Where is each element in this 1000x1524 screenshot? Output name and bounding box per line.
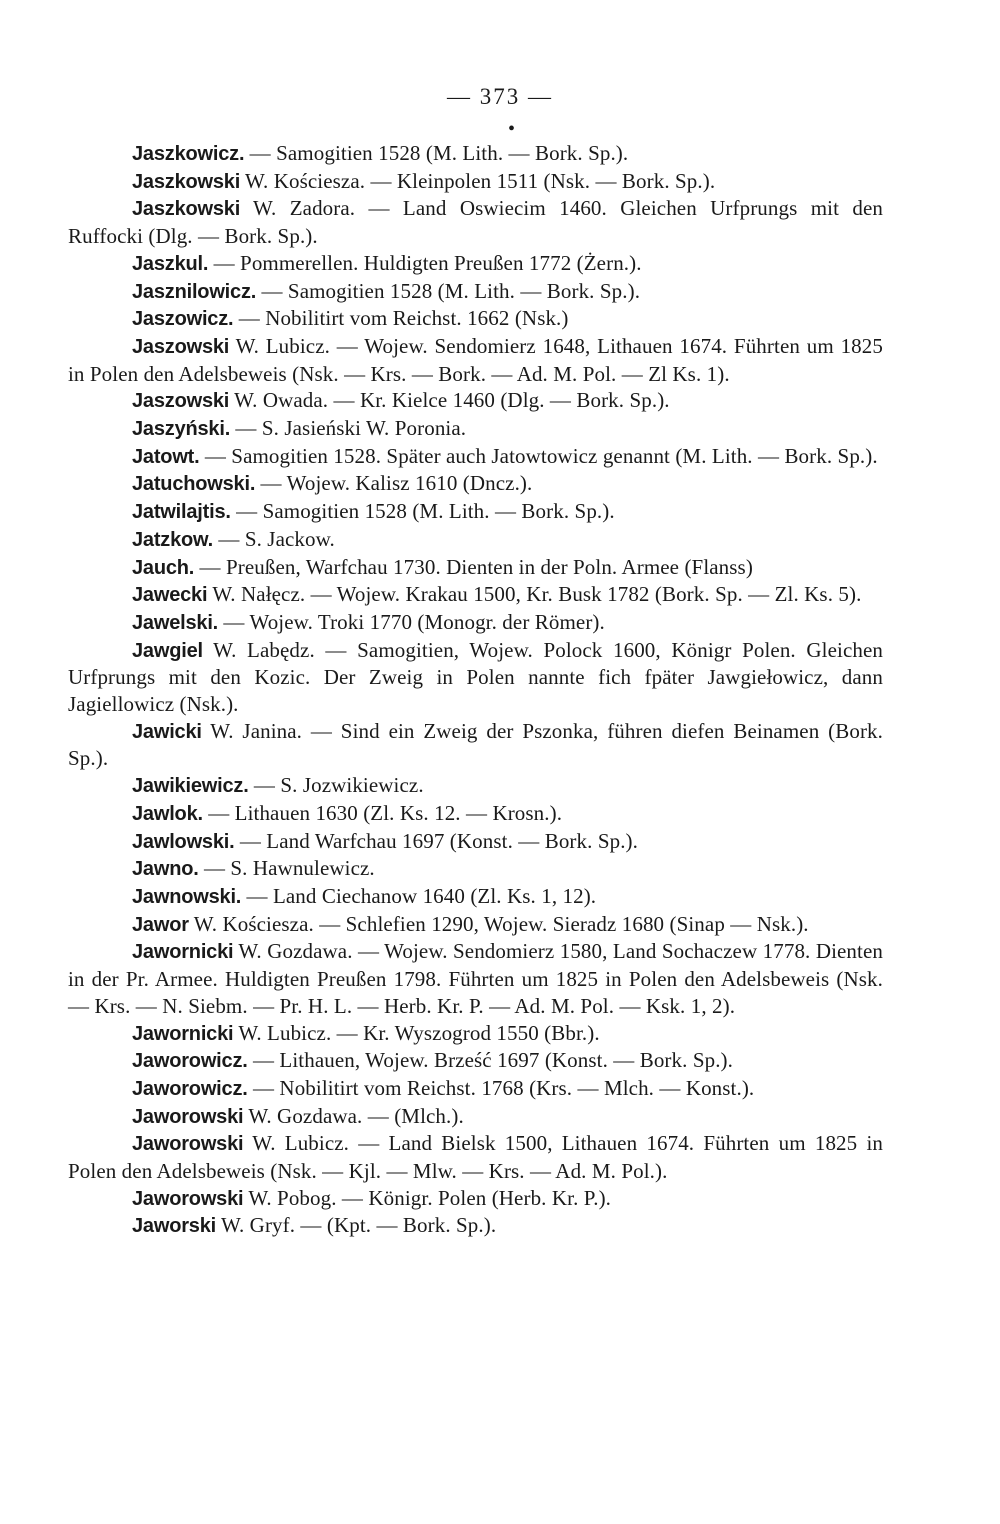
entry xyxy=(68,1047,883,1075)
entry-text: — Land Ciechanow 1640 (Zl. Ks. 1, 12). xyxy=(241,883,597,908)
entry xyxy=(68,470,883,498)
entry xyxy=(68,911,883,939)
entry-name: Jawno. xyxy=(132,858,199,881)
entry-text: W. Pobog. — Königr. Polen (Herb. Kr. P.). xyxy=(243,1185,612,1210)
entry xyxy=(68,938,883,1019)
entry-name: Jatowt. xyxy=(132,445,200,468)
entry xyxy=(68,1212,883,1240)
entry-name: Jaszowicz. xyxy=(132,308,234,331)
entry xyxy=(68,333,883,387)
entry-text: — S. Hawnulewicz. xyxy=(198,856,375,881)
entry-name: Jawecki xyxy=(132,584,208,607)
entry-text: W. Kościesza. — Kleinpolen 1511 (Nsk. — Bork. Sp.). xyxy=(240,168,716,193)
entry xyxy=(68,883,883,911)
entry xyxy=(68,1020,883,1048)
entry-text: — Pommerellen. Huldigten Preußen 1772 (Żern.). xyxy=(208,250,642,275)
entry-text: — Lithauen, Wojew. Brześć 1697 (Konst. — Bork. Sp.). xyxy=(247,1048,734,1073)
page-number: — 373 — xyxy=(447,84,553,109)
entry-name: Jawnowski. xyxy=(132,885,242,908)
entry xyxy=(68,1185,883,1213)
entry-name: Jauch. xyxy=(132,556,195,579)
entry-text: — Wojew. Kalisz 1610 (Dncz.). xyxy=(255,471,533,496)
entry-text: W. Lubicz. — Kr. Wyszogrod 1550 (Bbr.). xyxy=(233,1020,600,1045)
entry xyxy=(68,387,883,415)
entry-name: Jaszkul. xyxy=(132,252,209,275)
entry xyxy=(68,250,883,278)
entry xyxy=(68,581,883,609)
entry-name: Jaszkowicz. xyxy=(132,143,245,165)
entry-name: Jawikiewicz. xyxy=(132,775,249,798)
entry xyxy=(68,140,883,168)
entry xyxy=(68,168,883,196)
entry-text: — Nobilitirt vom Reichst. 1768 (Krs. — Mlch. — Konst.). xyxy=(247,1075,755,1100)
entry xyxy=(68,609,883,637)
entry-name: Jawornicki xyxy=(132,1022,234,1045)
entry xyxy=(68,498,883,526)
entry-name: Jatzkow. xyxy=(132,528,214,551)
entry-text: W. Gryf. — (Kpt. — Bork. Sp.). xyxy=(216,1213,497,1238)
entry-text: W. Janina. — Sind ein Zweig der Pszonka, führen diefen Beinamen (Bork. Sp.). xyxy=(68,718,883,771)
entry-text: W. Zadora. — Land Oswiecim 1460. Gleichen Urfprungs mit den Ruffocki (Dlg. — Bork. Sp.). xyxy=(68,196,883,249)
entry xyxy=(68,855,883,883)
entry-text: W. Lubicz. — Land Bielsk 1500, Lithauen 1674. Führten um 1825 in Polen den Adelsbeweis (Nsk. — Kjl. — Mlw. — Krs. — Ad. M. Pol.). xyxy=(68,1131,883,1184)
entry-text: — Nobilitirt vom Reichst. 1662 (Nsk.) xyxy=(233,306,569,331)
entry-name: Jawelski. xyxy=(132,611,219,634)
entry xyxy=(68,772,883,800)
entry xyxy=(68,1075,883,1103)
entry-text: — Samogitien 1528 (M. Lith. — Bork. Sp.). xyxy=(256,278,641,303)
entry-text: W. Labędz. — Samogitien, Wojew. Polock 1600, Königr Polen. Gleichen Urfprungs mit den Kozic. Der Zweig in Polen nannte fich fpäter Jawgiełowicz, dann Jagiellowicz (Nsk.). xyxy=(68,637,883,717)
entry-name: Jawgiel xyxy=(132,639,203,662)
entry xyxy=(68,526,883,554)
entry xyxy=(68,828,883,856)
entry-text: W. Lubicz. — Wojew. Sendomierz 1648, Lithauen 1674. Führten um 1825 in Polen den Adelsbeweis (Nsk. — Krs. — Bork. — Ad. M. Pol. — Zl Ks. 1). xyxy=(68,333,883,386)
entry-name: Jawicki xyxy=(132,720,202,743)
entry-name: Jatuchowski. xyxy=(132,473,256,496)
entry-name: Jasznilowicz. xyxy=(132,280,257,303)
entry xyxy=(68,1130,883,1184)
entry-text: W. Nałęcz. — Wojew. Krakau 1500, Kr. Busk 1782 (Bork. Sp. — Zl. Ks. 5). xyxy=(207,582,862,607)
entry xyxy=(68,278,883,306)
entry-text: — S. Jackow. xyxy=(213,526,335,551)
entry xyxy=(68,637,883,718)
entry-text: — Land Warfchau 1697 (Konst. — Bork. Sp.). xyxy=(234,828,638,853)
entry xyxy=(68,1103,883,1131)
entry-text: — Samogitien 1528 (M. Lith. — Bork. Sp.). xyxy=(244,141,629,165)
entry-name: Jawornicki xyxy=(132,941,234,964)
entry xyxy=(68,305,883,333)
entry-name: Jawor xyxy=(132,913,189,936)
entry-text: W. Gozdawa. — (Mlch.). xyxy=(243,1103,464,1128)
entry-name: Jaworowski xyxy=(132,1133,244,1156)
page-dot-mark: • xyxy=(508,118,516,140)
entry-name: Jaszkowski xyxy=(132,170,241,193)
entry-text: — Samogitien 1528. Später auch Jatowtowicz genannt (M. Lith. — Bork. Sp.). xyxy=(199,443,878,468)
entry-text: W. Gozdawa. — Wojew. Sendomierz 1580, Land Sochaczew 1778. Dienten in der Pr. Armee. Huldigten Preußen 1798. Führten um 1825 in Polen den Adelsbeweis (Nsk. — Krs. — N. Siebm. — Pr. H. L. — Herb. Kr. P. — Ad. M. Pol. — Ksk. 1, 2). xyxy=(68,939,883,1018)
entry-name: Jaworowicz. xyxy=(132,1077,248,1100)
entry-name: Jaszowski xyxy=(132,390,230,413)
entry-list xyxy=(68,140,883,1240)
entry-text: — Preußen, Warfchau 1730. Dienten in der Poln. Armee (Flanss) xyxy=(194,554,753,579)
entry-name: Jawlowski. xyxy=(132,830,235,853)
entry-name: Jaszyński. xyxy=(132,418,231,441)
entry xyxy=(68,554,883,582)
entry-text: — Wojew. Troki 1770 (Monogr. der Römer). xyxy=(218,609,605,634)
entry-text: W. Kościesza. — Schlefien 1290, Wojew. Sieradz 1680 (Sinap — Nsk.). xyxy=(188,911,809,936)
entry xyxy=(68,443,883,471)
entry-name: Jaworski xyxy=(132,1215,217,1238)
entry xyxy=(68,415,883,443)
entry-name: Jatwilajtis. xyxy=(132,501,231,524)
entry-text: — Lithauen 1630 (Zl. Ks. 12. — Krosn.). xyxy=(202,800,563,825)
entry-text: — S. Jozwikiewicz. xyxy=(248,773,424,798)
entry-name: Jaworowski xyxy=(132,1187,244,1210)
entry-text: — Samogitien 1528 (M. Lith. — Bork. Sp.). xyxy=(230,499,615,524)
entry-name: Jaszkowski xyxy=(132,198,241,221)
entry xyxy=(68,800,883,828)
entry-name: Jaworowicz. xyxy=(132,1050,248,1073)
entry-name: Jaszowski xyxy=(132,335,230,358)
entry-text: — S. Jasieński W. Poronia. xyxy=(230,416,467,441)
entry-text: W. Owada. — Kr. Kielce 1460 (Dlg. — Bork. Sp.). xyxy=(229,388,670,413)
entry-name: Jawlok. xyxy=(132,802,203,825)
entry xyxy=(68,718,883,772)
entry xyxy=(68,195,883,249)
entry-name: Jaworowski xyxy=(132,1105,244,1128)
